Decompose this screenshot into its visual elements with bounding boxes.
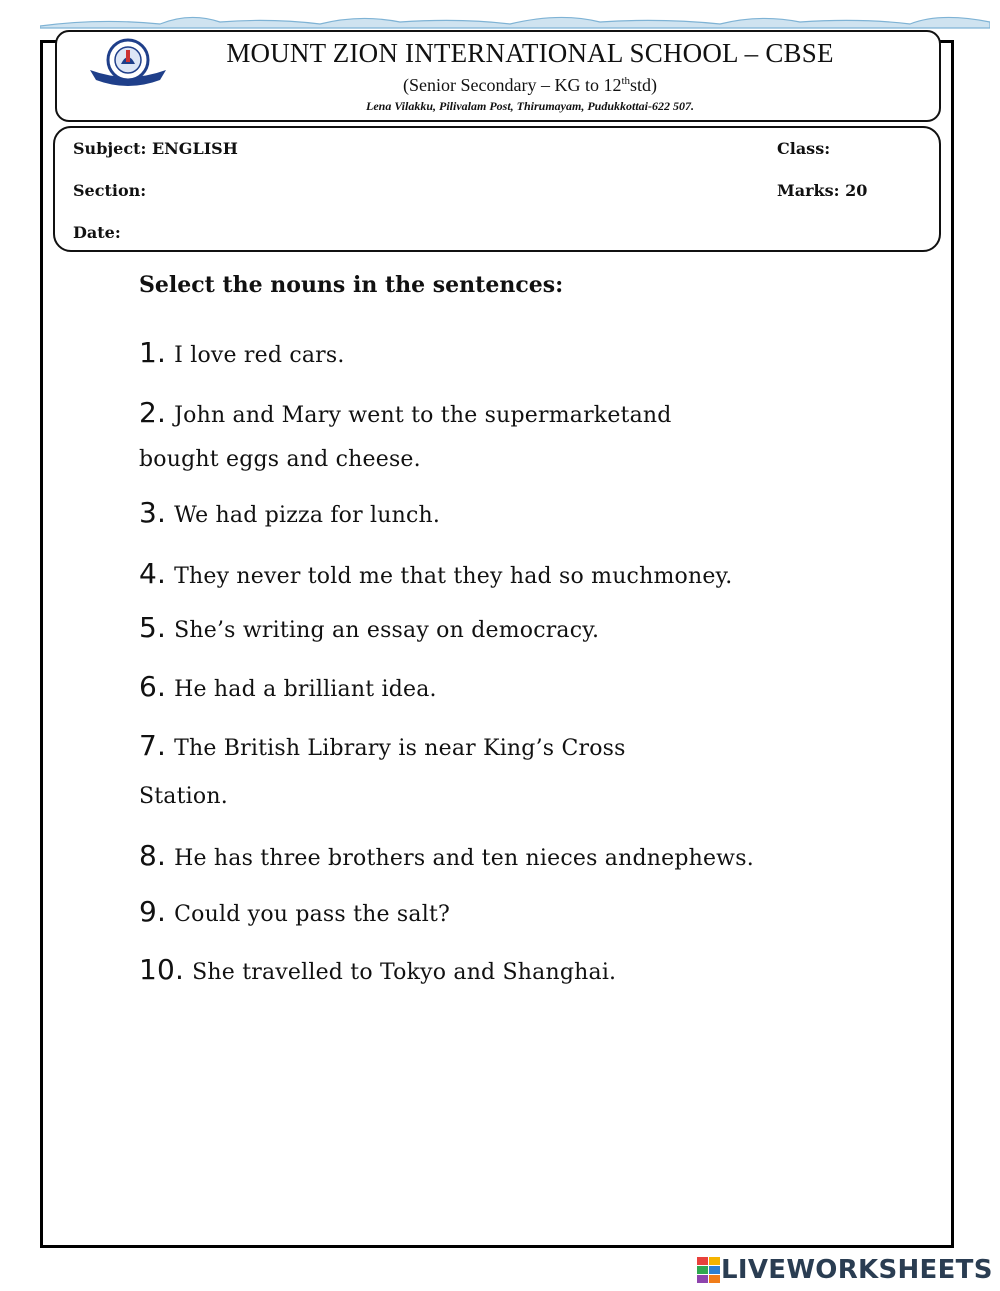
marks-label: Marks: 20 — [777, 181, 868, 200]
instruction-heading: Select the nouns in the sentences: — [139, 272, 564, 298]
brand-name: LIVEWORKSHEETS — [721, 1255, 993, 1285]
question-text: We had pizza for lunch. — [174, 503, 441, 528]
question-5: 5. She’s writing an essay on democracy. — [139, 611, 600, 644]
class-label: Class: — [777, 139, 831, 158]
question-1: 1. I love red cars. — [139, 336, 345, 369]
school-subtitle: (Senior Secondary – KG to 12thstd) — [402, 75, 658, 95]
question-7-continued: Station. — [139, 784, 228, 809]
question-text: The British Library is near King’s Cross — [174, 736, 626, 761]
question-7: 7. The British Library is near King’s Cross — [139, 729, 626, 762]
date-label: Date: — [73, 223, 121, 242]
liveworksheets-logo-icon — [697, 1257, 721, 1283]
question-9: 9. Could you pass the salt? — [139, 895, 450, 928]
question-8: 8. He has three brothers and ten nieces andnephews. — [139, 839, 754, 872]
question-text: They never told me that they had so muchmoney. — [174, 564, 733, 589]
question-4: 4. They never told me that they had so muchmoney. — [139, 557, 733, 590]
question-text: He has three brothers and ten nieces andnephews. — [174, 846, 754, 871]
question-6: 6. He had a brilliant idea. — [139, 670, 437, 703]
section-label: Section: — [73, 181, 147, 200]
question-text: Could you pass the salt? — [174, 902, 450, 927]
question-text: John and Mary went to the supermarketand — [174, 403, 672, 428]
question-text: I love red cars. — [174, 343, 345, 368]
question-text: She travelled to Tokyo and Shanghai. — [192, 960, 617, 985]
school-logo — [88, 36, 168, 92]
school-name: MOUNT ZION INTERNATIONAL SCHOOL – CBSE — [226, 38, 834, 68]
liveworksheets-brand — [697, 1253, 993, 1287]
school-address: Lena Vilakku, Pilivalam Post, Thirumayam, Pudukkottai-622 507. — [365, 99, 695, 113]
subject-label: Subject: ENGLISH — [73, 139, 238, 158]
question-text: He had a brilliant idea. — [174, 677, 437, 702]
question-text: She’s writing an essay on democracy. — [174, 618, 600, 643]
question-2: 2. John and Mary went to the supermarketand — [139, 396, 672, 429]
question-10: 10. She travelled to Tokyo and Shanghai. — [139, 953, 617, 986]
question-2-continued: bought eggs and cheese. — [139, 447, 421, 472]
question-3: 3. We had pizza for lunch. — [139, 496, 441, 529]
